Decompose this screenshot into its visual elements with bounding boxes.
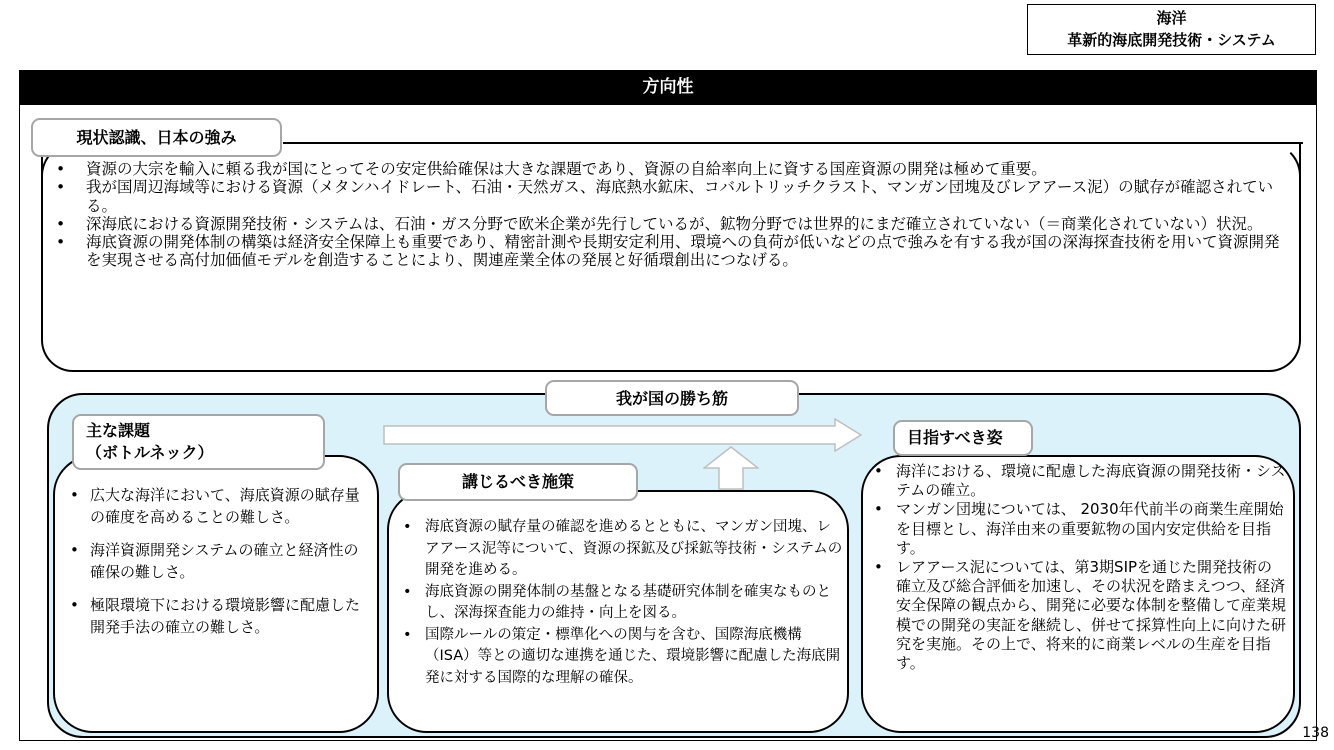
issue-item: • 極限環境下における環境影響に配慮した開発手法の確立の難しさ。: [62, 594, 362, 638]
status-heading: 現状認識、日本の強み: [31, 118, 282, 157]
status-box-top-line: [283, 142, 1303, 144]
up-arrow-icon: [703, 446, 759, 490]
measure-item: • 海底資源の賦存量の確認を進めるとともに、マンガン団塊、レアアース泥等について、資源の探鉱及び採鉱等技術・システムの開発を進める。: [395, 517, 845, 582]
issue-item: • 海洋資源開発システムの確立と経済性の確保の難しさ。: [62, 539, 362, 583]
status-item: • 海底資源の開発体制の構築は経済安全保障上も重要であり、精密計測や長期安定利用、環境への負荷が低いなどの点で強みを有する我が国の深海探査技術を用いて資源開発を実現させる高付加価値モデルを創造することにより、関連産業全体の発展と好循環創出につなげる。: [52, 233, 1292, 270]
issues-heading: [72, 414, 325, 470]
category-tag: [1027, 4, 1316, 55]
goal-list: [866, 462, 1286, 673]
status-item: • 我が国周辺海域等における資源（メタンハイドレート、石油・天然ガス、海底熱水鉱床、コバルトリッチクラスト、マンガン団塊及びレアアース泥）の賦存が確認されている。: [52, 178, 1292, 215]
status-item: • 資源の大宗を輸入に頼る我が国にとってその安定供給確保は大きな課題であり、資源の自給率向上に資する国産資源の開発は極めて重要。: [52, 160, 1292, 178]
issues-list: [62, 484, 362, 649]
status-item: • 深海底における資源開発技術・システムは、石油・ガス分野で欧米企業が先行しているが、鉱物分野では世界的にまだ確立されていない（＝商業化されていない）状況。: [52, 215, 1292, 233]
category-tag-line1: 海洋: [1156, 9, 1187, 27]
goal-item: • マンガン団塊については、 2030年代前半の商業生産開始を目標とし、海洋由来の重要鉱物の国内安定供給を目指す。: [866, 500, 1286, 558]
issues-heading-line2: （ボトルネック）: [86, 443, 214, 462]
goal-item: • レアアース泥については、第3期SIPを通じた開発技術の確立及び総合評価を加速し、その状況を踏まえつつ、経済安全保障の観点から、開発に必要な体制を整備して産業規模での開発の実証を継続し、併せて採算性向上に向けた研究を実施。その上で、将来的に商業レベルの生産を目指す。: [866, 558, 1286, 673]
issues-heading-line1: 主な課題: [86, 421, 151, 440]
goal-item: • 海洋における、環境に配慮した海底資源の開発技術・システムの確立。: [866, 462, 1286, 500]
measure-item: • 海底資源の開発体制の基盤となる基礎研究体制を確実なものとし、深海探査能力の維持・向上を図る。: [395, 582, 845, 625]
page-number: 138: [1302, 725, 1329, 741]
measures-list: [395, 517, 845, 689]
measure-item: • 国際ルールの策定・標準化への関与を含む、国際海底機構（ISA）等との適切な連携を通じた、環境影響に配慮した海底開発に対する国際的な理解の確保。: [395, 625, 845, 690]
goal-heading: 目指すべき姿: [893, 420, 1033, 456]
category-tag-line2: 革新的海底開発技術・システム: [1067, 31, 1276, 49]
right-arrow-icon: [383, 418, 863, 452]
status-list: [52, 160, 1292, 270]
measures-heading: 講じるべき施策: [398, 463, 638, 501]
direction-banner: 方向性: [19, 70, 1317, 105]
issue-item: • 広大な海洋において、海底資源の賦存量の確度を高めることの難しさ。: [62, 484, 362, 528]
strategy-heading: 我が国の勝ち筋: [545, 380, 799, 416]
